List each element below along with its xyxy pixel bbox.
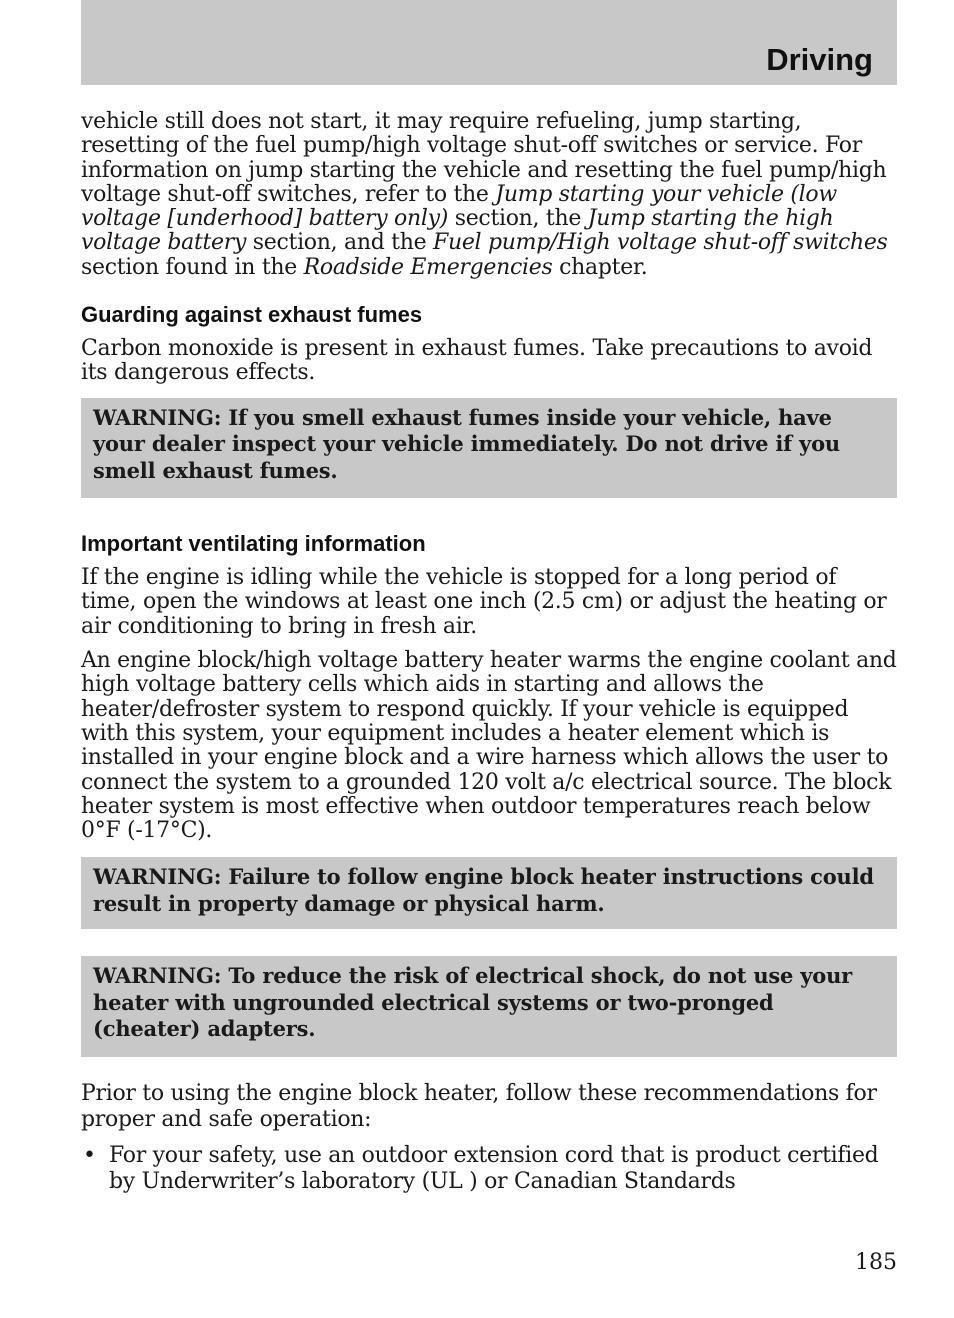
bullet-marker: • <box>83 1142 96 1168</box>
ref-jump-starting-hv-battery: Jump starting the high voltage battery <box>81 206 834 256</box>
page-title: Driving <box>766 42 873 77</box>
intro-text-1: vehicle still does not start, it may require refueling, jump starting, resetting of the fuel pump/high voltage shut-off switches or service. For information on jump starting the vehicle and resetting the fuel pump/high voltage shut-off switches, refer to the <box>81 109 887 207</box>
ref-jump-starting-vehicle: Jump starting your vehicle (low voltage [underhood] battery only) <box>81 181 837 232</box>
ventilating-paragraph-2: An engine block/high voltage battery heater warms the engine coolant and high voltage battery cells which aids in starting and allows the heater/defroster system to respond quickly. If your vehicle is equipped with this system, your equipment includes a heater element which is installed in your engine block and a wire harness which allows the user to connect the system to a grounded 120 volt a/c electrical source. The block heater system is most effective when outdoor temperatures reach below 0°F (-17°C). <box>81 648 897 844</box>
intro-text-3: section, and the <box>246 230 433 256</box>
header-bar <box>81 0 897 85</box>
exhaust-paragraph: Carbon monoxide is present in exhaust fumes. Take precautions to avoid its dangerous effects. <box>81 336 873 386</box>
section-heading-ventilating: Important ventilating information <box>81 531 426 557</box>
recommendation-list <box>81 1143 897 1195</box>
list-item-text: For your safety, use an outdoor extension cord that is product certified by Underwriter’s laboratory (UL ) or Canadian Standards <box>109 1142 879 1194</box>
ventilating-paragraph-1: If the engine is idling while the vehicle is stopped for a long period of time, open the windows at least one inch (2.5 cm) or adjust the heating or air conditioning to bring in fresh air. <box>81 565 887 639</box>
intro-paragraph <box>81 110 897 280</box>
ventilating-paragraph-3: Prior to using the engine block heater, follow these recommendations for proper and safe operation: <box>81 1080 877 1132</box>
warning-box-exhaust <box>81 398 897 499</box>
list-item <box>81 1143 897 1195</box>
page-content <box>81 110 897 1195</box>
intro-text-4: section found in the <box>81 254 304 280</box>
warning-text-exhaust: WARNING: If you smell exhaust fumes inside your vehicle, have your dealer inspect your vehicle immediately. Do not drive if you smell exhaust fumes. <box>93 404 840 483</box>
page-number: 185 <box>855 1250 897 1275</box>
warning-box-electrical-shock <box>81 956 897 1057</box>
warning-text-block-heater: WARNING: Failure to follow engine block heater instructions could result in property damage or physical harm. <box>93 864 874 916</box>
intro-text-5: chapter. <box>552 254 648 280</box>
intro-text-2: section, the <box>448 206 588 232</box>
warning-box-block-heater <box>81 857 897 929</box>
ref-fuel-pump-shutoff: Fuel pump/High voltage shut-off switches <box>433 230 888 256</box>
warning-text-electrical-shock: WARNING: To reduce the risk of electrical shock, do not use your heater with ungrounded electrical systems or two-pronged (cheater) adapters. <box>93 963 853 1042</box>
ref-roadside-emergencies: Roadside Emergencies <box>303 254 553 280</box>
section-heading-exhaust: Guarding against exhaust fumes <box>81 302 423 328</box>
